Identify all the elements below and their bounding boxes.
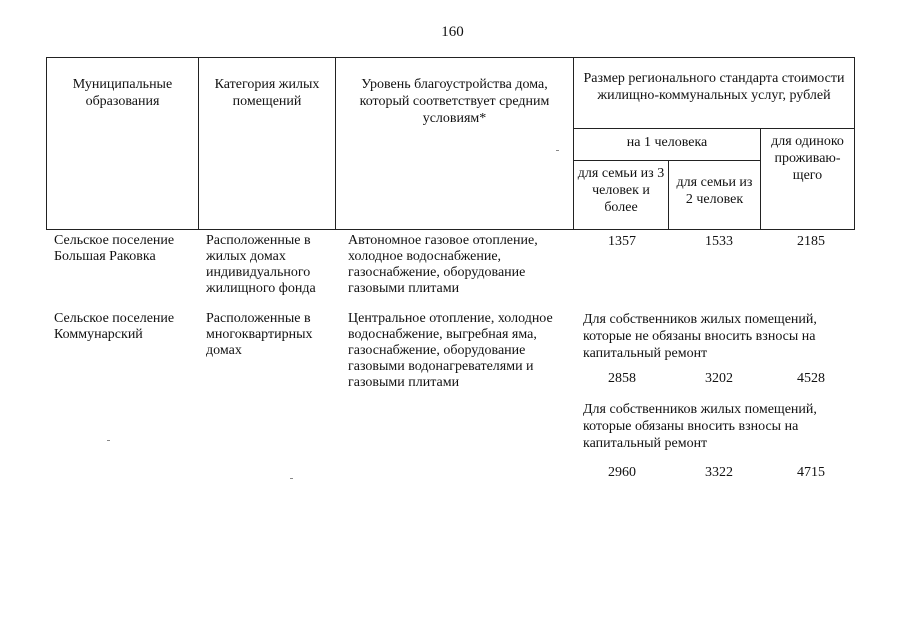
row-municipal: Сельское поселение Большая Раковка [54,233,175,264]
value-family2: 1533 [705,234,733,249]
note-capital-repair: Для собственников жилых помещений, которые обязаны вносить взносы на капитальный ремонт [583,402,817,451]
table-header [46,57,855,230]
header-per-person: на 1 человека [574,129,761,161]
row-municipal: Сельское поселение Коммунарский [54,311,175,342]
header-family3: для семьи из 3 человек и более [574,161,669,230]
value-family2: 3322 [705,465,733,480]
header-municipal: Муниципальные образования [47,58,199,230]
header-standard: Размер регионального стандарта стоимости жилищно-коммунальных услуг, рублей [574,58,855,129]
header-family2: для семьи из 2 человек [669,161,761,230]
value-family3: 2960 [608,465,636,480]
value-single: 4715 [797,465,825,480]
table-row [46,311,854,491]
scan-speck [556,150,559,151]
row-level: Центральное отопление, холодное водоснабжение, выгребная яма, газоснабжение, оборудование газовыми водонагревателями и газовыми плитами [348,311,553,390]
scan-speck [107,440,110,441]
row-category: Расположенные в жилых домах индивидуального жилищного фонда [206,233,316,296]
value-single: 2185 [797,234,825,249]
header-category: Категория жилых помещений [199,58,336,230]
row-category: Расположенные в многоквартирных домах [206,311,313,358]
note-no-capital-repair: Для собственников жилых помещений, которые не обязаны вносить взносы на капитальный ремонт [583,312,817,361]
value-family3: 2858 [608,371,636,386]
header-single: для одиноко проживаю-щего [761,129,855,230]
value-single: 4528 [797,371,825,386]
table-row [46,233,854,303]
header-level: Уровень благоустройства дома, который соответствует средним условиям* [336,58,574,230]
scan-speck [290,478,293,479]
value-family2: 3202 [705,371,733,386]
row-level: Автономное газовое отопление, холодное водоснабжение, газоснабжение, оборудование газовыми плитами [348,233,538,296]
page-number: 160 [441,24,464,40]
value-family3: 1357 [608,234,636,249]
